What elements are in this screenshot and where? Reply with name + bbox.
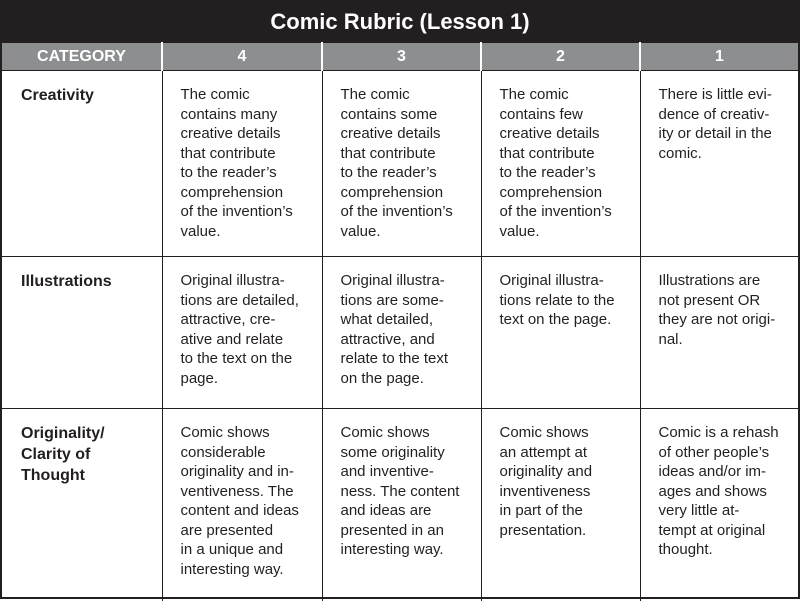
criteria-cell bbox=[322, 71, 481, 257]
header-row bbox=[2, 43, 798, 71]
criteria-text: The comic contains few creative details that contribute to the reader’s comprehension of the invention’s value. bbox=[499, 86, 612, 240]
category-label: Creativity bbox=[21, 87, 94, 104]
row-category-cell bbox=[2, 257, 162, 409]
criteria-text: Comic shows some originality and inventive- ness. The content and ideas are presented in an interesting way. bbox=[340, 424, 460, 558]
criteria-text: Original illustra- tions are detailed, attractive, cre- ative and relate to the text on the page. bbox=[180, 272, 299, 387]
rubric-table bbox=[2, 42, 798, 601]
criteria-cell bbox=[162, 71, 322, 257]
column-header-score-4: 4 bbox=[162, 43, 322, 71]
category-label: Illustrations bbox=[21, 273, 112, 290]
criteria-text: The comic contains some creative details that contribute to the reader’s comprehension of the invention’s value. bbox=[340, 86, 453, 240]
criteria-text: Illustrations are not present OR they are not origi- nal. bbox=[658, 272, 776, 348]
criteria-cell bbox=[481, 257, 640, 409]
rubric-title: Comic Rubric (Lesson 1) bbox=[2, 2, 798, 42]
criteria-cell bbox=[481, 409, 640, 601]
criteria-cell bbox=[640, 71, 798, 257]
criteria-text: There is little evi- dence of creativ- ity or detail in the comic. bbox=[658, 86, 772, 162]
criteria-cell bbox=[162, 409, 322, 601]
criteria-cell bbox=[640, 409, 798, 601]
category-label: Originality/ Clarity of Thought bbox=[21, 425, 105, 484]
table-row-creativity bbox=[2, 71, 798, 257]
criteria-text: Original illustra- tions relate to the text on the page. bbox=[499, 272, 615, 328]
table-row-originality bbox=[2, 409, 798, 601]
column-header-category: CATEGORY bbox=[2, 43, 162, 71]
column-header-score-3: 3 bbox=[322, 43, 481, 71]
column-header-score-1: 1 bbox=[640, 43, 798, 71]
criteria-text: Original illustra- tions are some- what detailed, attractive, and relate to the text on the page. bbox=[340, 272, 449, 387]
criteria-text: Comic shows considerable originality and in- ventiveness. The content and ideas are presented in a unique and interesting way. bbox=[180, 424, 299, 578]
criteria-text: Comic shows an attempt at originality and inventiveness in part of the presentation. bbox=[499, 424, 593, 539]
criteria-cell bbox=[481, 71, 640, 257]
row-category-cell bbox=[2, 71, 162, 257]
column-header-score-2: 2 bbox=[481, 43, 640, 71]
row-category-cell bbox=[2, 409, 162, 601]
criteria-cell bbox=[162, 257, 322, 409]
criteria-cell bbox=[322, 257, 481, 409]
criteria-cell bbox=[322, 409, 481, 601]
criteria-text: The comic contains many creative details that contribute to the reader’s comprehension of the invention’s value. bbox=[180, 86, 293, 240]
criteria-cell bbox=[640, 257, 798, 409]
criteria-text: Comic is a rehash of other people’s ideas and/or im- ages and shows very little at- tempt at original thought. bbox=[658, 424, 779, 558]
table-row-illustrations bbox=[2, 257, 798, 409]
